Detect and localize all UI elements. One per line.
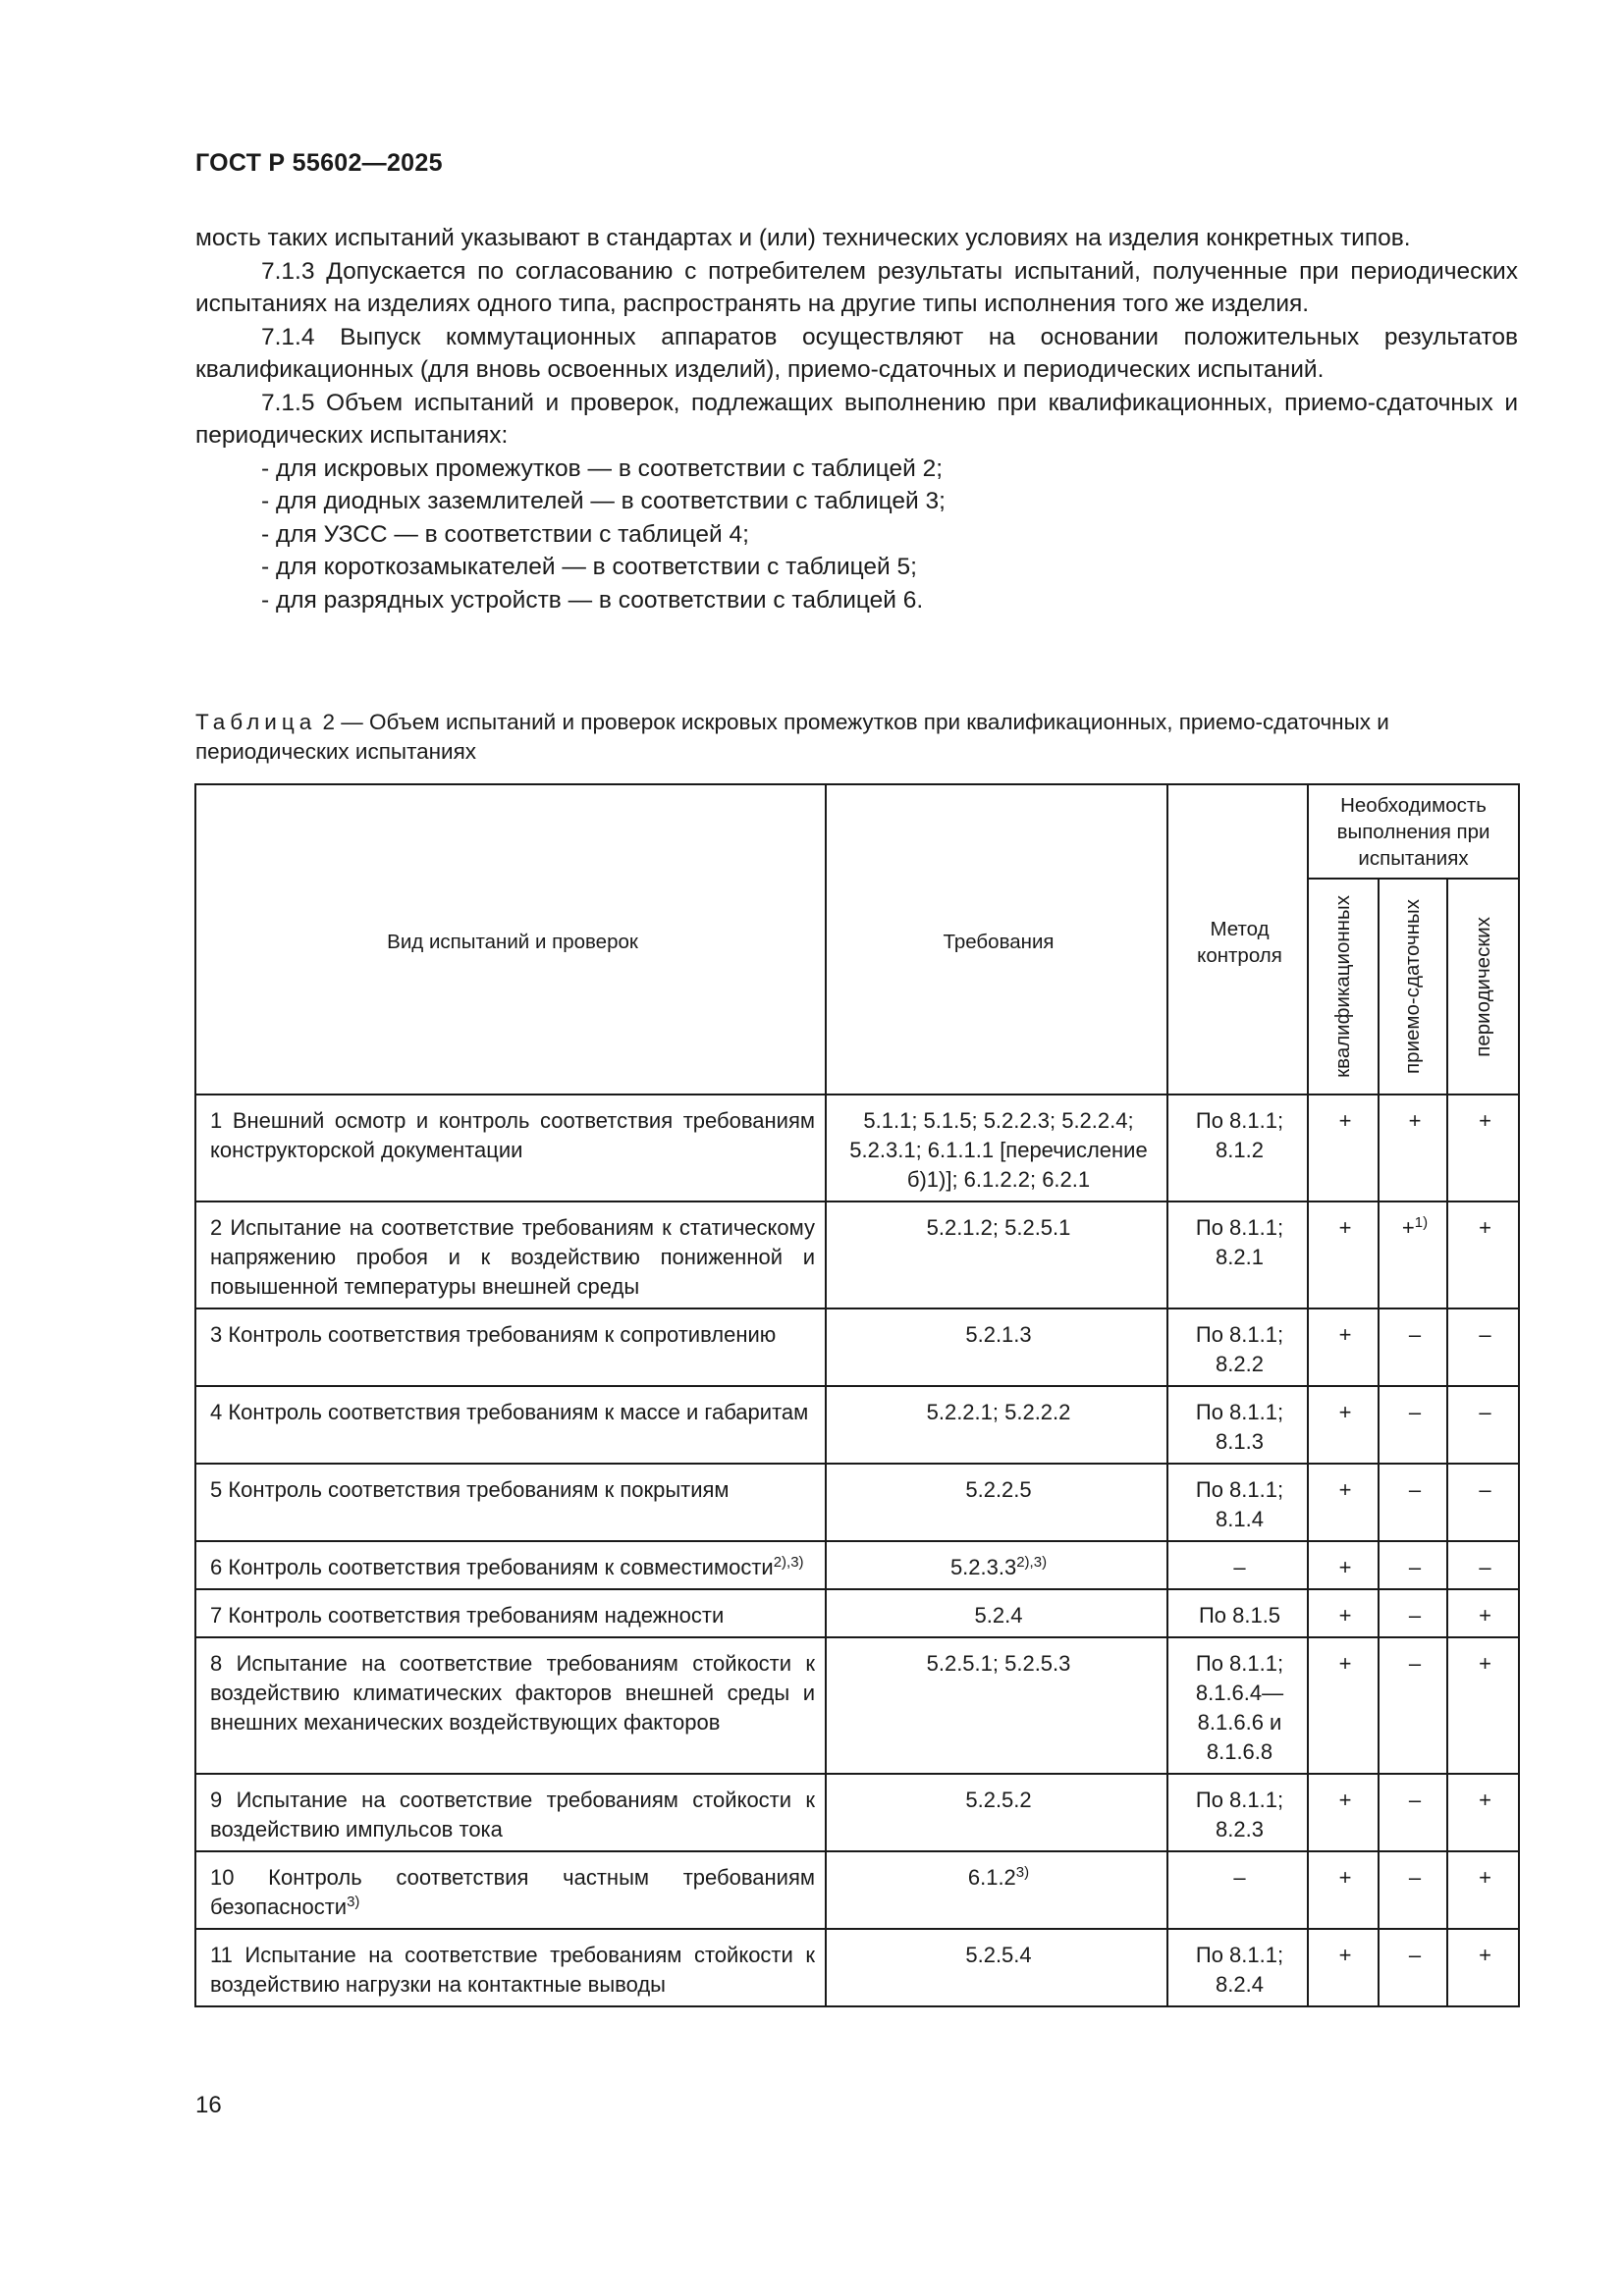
cell-periodic (1447, 1308, 1519, 1386)
paragraph-7-1-4: 7.1.4 Выпуск коммутационных аппаратов осуществляют на основании положительных результатов квалификационных (для вновь освоенных изделий), приемо-сдаточных и периодических испытаний. (195, 323, 1518, 383)
page-number: 16 (195, 2092, 222, 2118)
cell-periodic-text: – (1479, 1477, 1491, 1502)
cell-requirements (826, 1541, 1167, 1589)
cell-kind-text: 7 Контроль соответствия требованиям надежности (210, 1603, 725, 1628)
cell-method-text: По 8.1.1; 8.1.6.4— 8.1.6.6 и 8.1.6.8 (1195, 1651, 1284, 1764)
cell-qualification-text: + (1338, 1215, 1352, 1240)
cell-acceptance-text: – (1408, 1865, 1422, 1890)
cell-method (1167, 1464, 1308, 1541)
cell-acceptance-text: + (1408, 1108, 1422, 1133)
footnote-ref: 2),3) (773, 1554, 804, 1571)
cell-method (1167, 1201, 1308, 1308)
cell-requirements-text: 5.2.2.5 (965, 1477, 1032, 1502)
cell-requirements (826, 1929, 1167, 2006)
cell-method-text: – (1233, 1555, 1246, 1579)
cell-kind-text: 6 Контроль соответствия требованиям к совместимости (210, 1555, 774, 1579)
cell-periodic-text: – (1479, 1400, 1491, 1424)
cell-kind (195, 1589, 826, 1637)
cell-requirements (826, 1308, 1167, 1386)
cell-acceptance (1379, 1637, 1447, 1774)
cell-periodic (1447, 1929, 1519, 2006)
list-item: - для короткозамыкателей — в соответствии с таблицей 5; (261, 554, 917, 580)
header-qualification-label: квалификационных (1331, 895, 1354, 1078)
cell-periodic (1447, 1541, 1519, 1589)
cell-qualification (1308, 1308, 1379, 1386)
cell-qualification (1308, 1637, 1379, 1774)
header-periodic-label: периодических (1471, 916, 1494, 1057)
cell-method-text: По 8.1.1; 8.1.3 (1195, 1400, 1284, 1454)
cell-acceptance (1379, 1464, 1447, 1541)
cell-acceptance (1379, 1541, 1447, 1589)
cell-acceptance-text: – (1408, 1477, 1422, 1502)
cell-kind-text: 3 Контроль соответствия требованиям к сопротивлению (210, 1322, 777, 1347)
header-acceptance (1379, 879, 1447, 1095)
cell-method-text: По 8.1.1; 8.2.4 (1195, 1943, 1284, 1997)
cell-qualification-text: + (1338, 1400, 1352, 1424)
cell-qualification (1308, 1464, 1379, 1541)
cell-kind (195, 1637, 826, 1774)
cell-requirements (826, 1095, 1167, 1201)
cell-method (1167, 1386, 1308, 1464)
cell-qualification (1308, 1589, 1379, 1637)
cell-requirements (826, 1589, 1167, 1637)
cell-qualification-text: + (1338, 1603, 1352, 1628)
paragraph-7-1-5: 7.1.5 Объем испытаний и проверок, подлежащих выполнению при квалификационных, приемо-сдаточных и периодических испытаниях: (195, 389, 1518, 449)
cell-requirements-text: 5.2.4 (974, 1603, 1023, 1628)
cell-requirements-text: 5.2.5.2 (965, 1788, 1032, 1812)
footnote-ref: 3) (1015, 1864, 1030, 1881)
table-row (195, 1308, 1519, 1386)
cell-requirements (826, 1851, 1167, 1929)
header-qualification (1308, 879, 1379, 1095)
cell-periodic-text: + (1479, 1603, 1491, 1628)
cell-requirements-text: 6.1.2 (967, 1865, 1016, 1890)
cell-requirements-text: 5.2.2.1; 5.2.2.2 (926, 1400, 1071, 1424)
cell-method-text: По 8.1.5 (1198, 1603, 1281, 1628)
list-item: - для разрядных устройств — в соответствии с таблицей 6. (261, 586, 924, 614)
cell-method-text: По 8.1.1; 8.2.3 (1195, 1788, 1284, 1842)
cell-kind (195, 1095, 826, 1201)
cell-periodic (1447, 1464, 1519, 1541)
cell-qualification-text: + (1338, 1788, 1352, 1812)
table-body (195, 1095, 1519, 2006)
cell-requirements-text: 5.2.1.2; 5.2.5.1 (926, 1215, 1071, 1240)
cell-acceptance (1379, 1589, 1447, 1637)
table-row (195, 1386, 1519, 1464)
cell-method (1167, 1774, 1308, 1851)
cell-method-text: – (1233, 1865, 1246, 1890)
cell-method (1167, 1929, 1308, 2006)
header-necessity: Необходимость выполнения при испытаниях (1308, 784, 1519, 879)
header-kind: Вид испытаний и проверок (195, 784, 826, 1095)
table-row (195, 1929, 1519, 2006)
cell-kind-text: 4 Контроль соответствия требованиям к массе и габаритам (210, 1400, 809, 1424)
cell-method (1167, 1541, 1308, 1589)
cell-method (1167, 1095, 1308, 1201)
cell-kind-text: 10 Контроль соответствия частным требованиям безопасности (210, 1865, 815, 1919)
cell-kind (195, 1308, 826, 1386)
cell-qualification (1308, 1386, 1379, 1464)
cell-qualification (1308, 1541, 1379, 1589)
cell-acceptance (1379, 1095, 1447, 1201)
header-periodic (1447, 879, 1519, 1095)
table-row (195, 1637, 1519, 1774)
cell-qualification-text: + (1338, 1108, 1352, 1133)
table-caption-text: 2 — Объем испытаний и проверок искровых промежутков при квалификационных, приемо-сдаточных и периодических испытаниях (195, 710, 1389, 764)
cell-requirements (826, 1386, 1167, 1464)
cell-qualification-text: + (1338, 1477, 1352, 1502)
cell-acceptance (1379, 1851, 1447, 1929)
cell-method-text: По 8.1.1; 8.2.2 (1195, 1322, 1284, 1376)
cell-kind (195, 1201, 826, 1308)
cell-acceptance (1379, 1201, 1447, 1308)
cell-kind (195, 1541, 826, 1589)
cell-periodic (1447, 1589, 1519, 1637)
cell-acceptance-text: – (1408, 1651, 1422, 1676)
cell-qualification (1308, 1929, 1379, 2006)
cell-periodic-text: + (1479, 1215, 1491, 1240)
table-row (195, 1541, 1519, 1589)
table-row (195, 1851, 1519, 1929)
cell-acceptance-text: – (1408, 1322, 1422, 1347)
tests-table (194, 783, 1520, 2007)
cell-periodic-text: – (1479, 1322, 1491, 1347)
cell-acceptance-text: – (1408, 1943, 1422, 1967)
footnote-ref: 1) (1414, 1214, 1429, 1231)
cell-kind (195, 1774, 826, 1851)
cell-periodic-text: + (1479, 1651, 1491, 1676)
cell-method (1167, 1308, 1308, 1386)
cell-qualification (1308, 1774, 1379, 1851)
cell-periodic-text: + (1479, 1943, 1491, 1967)
cell-periodic (1447, 1386, 1519, 1464)
paragraph-continuation: мость таких испытаний указывают в стандартах и (или) технических условиях на изделия конкретных типов. (195, 225, 1411, 251)
cell-kind (195, 1929, 826, 2006)
cell-kind-text: 9 Испытание на соответствие требованиям стойкости к воздействию импульсов тока (210, 1788, 815, 1842)
cell-acceptance-text: – (1408, 1788, 1422, 1812)
list-item: - для искровых промежутков — в соответствии с таблицей 2; (261, 454, 944, 482)
scope-list (195, 453, 1518, 617)
list-item: - для УЗСС — в соответствии с таблицей 4; (261, 520, 749, 548)
cell-kind (195, 1386, 826, 1464)
cell-acceptance (1379, 1386, 1447, 1464)
header-acceptance-label: приемо-сдаточных (1401, 899, 1424, 1074)
cell-method-text: По 8.1.1; 8.2.1 (1195, 1215, 1284, 1269)
cell-requirements-text: 5.2.3.3 (949, 1555, 1017, 1579)
header-requirements: Требования (826, 784, 1167, 1095)
cell-acceptance (1379, 1774, 1447, 1851)
table-caption-label: Таблица (195, 710, 317, 734)
cell-qualification-text: + (1338, 1943, 1352, 1967)
cell-qualification (1308, 1095, 1379, 1201)
table-row (195, 1589, 1519, 1637)
cell-periodic-text: – (1479, 1555, 1491, 1579)
cell-requirements-text: 5.1.1; 5.1.5; 5.2.2.3; 5.2.2.4; 5.2.3.1; 6.1.1.1 [перечисление б)1)]; 6.1.2.2; 6.2.1 (849, 1108, 1148, 1192)
cell-periodic-text: + (1479, 1108, 1491, 1133)
cell-periodic (1447, 1851, 1519, 1929)
cell-acceptance-text: – (1408, 1555, 1422, 1579)
cell-periodic (1447, 1095, 1519, 1201)
list-item: - для диодных заземлителей — в соответствии с таблицей 3; (261, 488, 946, 514)
cell-qualification-text: + (1338, 1555, 1352, 1579)
cell-requirements-text: 5.2.5.1; 5.2.5.3 (926, 1651, 1071, 1676)
cell-requirements (826, 1464, 1167, 1541)
cell-periodic (1447, 1637, 1519, 1774)
cell-method (1167, 1851, 1308, 1929)
cell-acceptance-text: + (1401, 1215, 1415, 1240)
table-row (195, 1201, 1519, 1308)
cell-kind-text: 8 Испытание на соответствие требованиям стойкости к воздействию климатических факторов внешней среды и внешних механических воздействующих факторов (210, 1651, 815, 1735)
cell-method (1167, 1589, 1308, 1637)
cell-periodic (1447, 1774, 1519, 1851)
cell-kind-text: 5 Контроль соответствия требованиям к покрытиям (210, 1477, 730, 1502)
cell-acceptance-text: – (1408, 1400, 1422, 1424)
cell-method (1167, 1637, 1308, 1774)
table-header (195, 784, 1519, 1095)
cell-requirements-text: 5.2.5.4 (965, 1943, 1032, 1967)
cell-qualification (1308, 1851, 1379, 1929)
cell-requirements (826, 1637, 1167, 1774)
table-row (195, 1774, 1519, 1851)
document-code-header: ГОСТ Р 55602—2025 (195, 149, 443, 177)
cell-periodic-text: + (1479, 1865, 1491, 1890)
cell-requirements (826, 1201, 1167, 1308)
cell-periodic (1447, 1201, 1519, 1308)
cell-qualification (1308, 1201, 1379, 1308)
table-caption (195, 708, 1518, 767)
cell-kind-text: 1 Внешний осмотр и контроль соответствия требованиям конструкторской документации (210, 1108, 815, 1162)
cell-method-text: По 8.1.1; 8.1.4 (1195, 1477, 1284, 1531)
header-method: Метод контроля (1167, 784, 1308, 1095)
cell-requirements (826, 1774, 1167, 1851)
table-row (195, 1464, 1519, 1541)
cell-qualification-text: + (1338, 1651, 1352, 1676)
cell-kind-text: 11 Испытание на соответствие требованиям стойкости к воздействию нагрузки на контактные выводы (210, 1943, 815, 1997)
body-text (195, 222, 1518, 616)
cell-periodic-text: + (1479, 1788, 1491, 1812)
cell-acceptance (1379, 1308, 1447, 1386)
cell-kind (195, 1464, 826, 1541)
footnote-ref: 3) (347, 1894, 360, 1910)
cell-acceptance-text: – (1408, 1603, 1422, 1628)
footnote-ref: 2),3) (1016, 1554, 1048, 1571)
cell-acceptance (1379, 1929, 1447, 2006)
paragraph-7-1-3: 7.1.3 Допускается по согласованию с потребителем результаты испытаний, полученные при периодических испытаниях на изделиях одного типа, распространять на другие типы исполнения того же изделия. (195, 257, 1518, 317)
cell-qualification-text: + (1338, 1322, 1352, 1347)
cell-kind (195, 1851, 826, 1929)
cell-requirements-text: 5.2.1.3 (965, 1322, 1032, 1347)
table-row (195, 1095, 1519, 1201)
cell-method-text: По 8.1.1; 8.1.2 (1195, 1108, 1284, 1162)
cell-kind-text: 2 Испытание на соответствие требованиям к статическому напряжению пробоя и к воздействию пониженной и повышенной температуры внешней среды (210, 1215, 815, 1299)
cell-qualification-text: + (1338, 1865, 1352, 1890)
